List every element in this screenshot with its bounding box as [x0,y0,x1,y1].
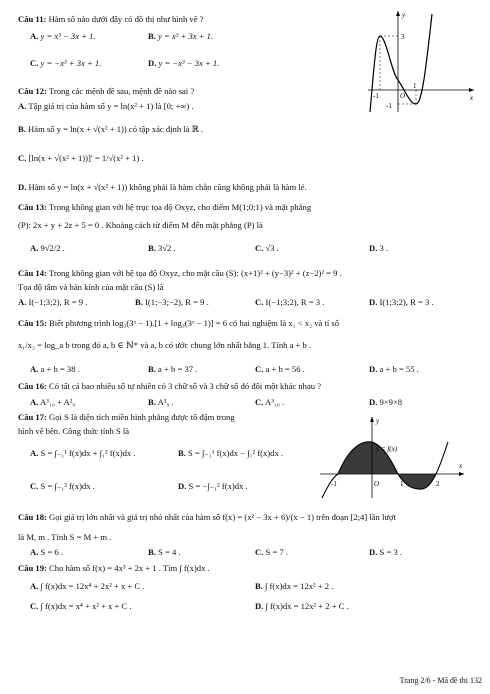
q13-option-a[interactable]: A. 9√2/2 . [30,243,65,253]
q12-prompt [18,86,194,97]
q11-graph [366,8,478,114]
q15-label: Câu 15: [18,318,47,328]
q15-option-b[interactable]: B. a + b = 37 . [148,364,198,374]
q17-option-a[interactable]: A. S = ∫₋₁¹ f(x)dx + ∫₁² f(x)dx . [30,448,136,458]
q11-tick-1: 1 [413,82,417,90]
q11-tick-neg1-y: -1 [386,102,392,110]
q11-x-label: x [470,94,474,102]
q18-prompt-2: là M, m . Tính S = M + m . [18,532,112,542]
q17-option-c[interactable]: C. S = ∫₋₁² f(x)dx . [30,481,95,491]
q19-option-b[interactable]: B. ∫ f(x)dx = 12x² + 2 . [255,581,334,591]
q11-option-a[interactable]: A. y = x³ − 3x + 1. [30,31,96,41]
q18-label: Câu 18: [18,512,47,522]
q14-label: Câu 14: [18,268,47,278]
q17-x-label: x [459,462,463,470]
q17-text: Gọi S là diện tích miền hình phẳng được tô đậm trong [49,412,235,422]
q14-option-d[interactable]: D. I(1;3;2), R = 3 . [369,297,434,307]
q11-option-d[interactable]: D. y = −x³ − 3x + 1. [148,58,220,68]
q16-label: Câu 16: [18,381,47,391]
q12-option-d[interactable]: D. Hàm số y = ln(x + √(x² + 1)) không phải là hàm chẵn cũng không phải là hàm lẻ. [18,182,307,192]
q12-option-b[interactable]: B. Hàm số y = ln(x + √(x² + 1)) có tập xác định là ℝ . [18,124,204,134]
q13-prompt [18,202,311,213]
q18-option-a[interactable]: A. S = 6 . [30,547,64,557]
q15-option-d[interactable]: D. a + b = 55 . [369,364,419,374]
q13-label: Câu 13: [18,202,47,212]
q19-label: Câu 19: [18,563,47,573]
q17-option-d[interactable]: D. S = −∫₋₁² f(x)dx . [178,481,248,491]
q19-option-d[interactable]: D. ∫ f(x)dx = 12x² + 2 + C . [255,601,349,611]
q13-option-c[interactable]: C. √3 . [255,243,279,253]
q17-tick-o: O [374,480,380,488]
q17-prompt-2: hình vẽ bên. Công thức tính S là [18,426,130,436]
q16-prompt [18,381,321,392]
page-footer: Trang 2/6 - Mã đề thi 132 [399,676,482,685]
q11-text: Hàm số nào dưới đây có đồ thị như hình vẽ ? [48,14,204,24]
q12-option-c[interactable]: C. [ln(x + √(x² + 1))]′ = 1/√(x² + 1) . [18,153,144,163]
q15-prompt-2: x₁/x₂ = log_a b trong đó a, b ∈ ℕ* và a, b có ước chung lớn nhất bằng 1. Tính a + b . [18,340,312,350]
q11-label: Câu 11: [18,14,47,24]
q15-option-c[interactable]: C. a + b = 56 . [255,364,305,374]
q14-option-c[interactable]: C. I(−1;3;2), R = 3 . [255,297,325,307]
q17-tick-2: 2 [436,480,440,488]
q11-option-c[interactable]: C. y = −x³ + 3x + 1. [30,58,102,68]
q15-text: Biết phương trình log₃(3ˣ − 1).[1 + log₃(3ˣ − 1)] = 6 có hai nghiệm là x₁ < x₂ và tỉ số [49,318,340,328]
q14-option-a[interactable]: A. I(−1;3;2), R = 9 . [18,297,88,307]
q12-option-a[interactable]: A. Tập giá trị của hàm số y = ln(x² + 1) là [0; +∞) . [18,101,194,111]
q17-graph [318,414,468,500]
q18-option-c[interactable]: C. S = 7 . [255,547,289,557]
q16-option-b[interactable]: B. A³₉ . [148,397,174,407]
q19-text: Cho hàm số f(x) = 4x³ + 2x + 1 . Tìm ∫ f(x)dx . [49,563,210,573]
q17-label: Câu 17: [18,412,47,422]
q11-prompt [18,14,204,25]
q15-option-a[interactable]: A. a + b = 38 . [30,364,80,374]
q11-y-label: y [402,11,406,19]
q17-y-label: y [376,417,380,425]
q12-text: Trong các mệnh đề sau, mệnh đề nào sai ? [48,86,195,96]
q14-option-b[interactable]: B. I(1;−3;−2), R = 9 . [135,297,209,307]
q17-curve-label: y = f(x) [376,445,398,453]
q19-option-a[interactable]: A. ∫ f(x)dx = 12x⁴ + 2x² + x + C . [30,581,145,591]
q16-option-a[interactable]: A. A³₁₀ + A²₉ [30,397,76,407]
q17-prompt [18,412,235,423]
q18-prompt [18,512,396,523]
q19-option-c[interactable]: C. ∫ f(x)dx = x⁴ + x² + x + C . [30,601,132,611]
q17-option-b[interactable]: B. S = ∫₋₁¹ f(x)dx − ∫₁² f(x)dx . [178,448,284,458]
q16-text: Có tất cả bao nhiêu số tự nhiên có 3 chữ số và 3 chữ số đó đôi một khác nhau ? [49,381,322,391]
q17-tick-neg1: -1 [331,480,337,488]
q11-tick-3: 3 [401,33,405,41]
q16-option-d[interactable]: D. 9×9×8 [369,397,403,407]
q16-option-c[interactable]: C. A³₁₀ . [255,397,285,407]
q15-prompt [18,318,339,329]
q18-option-d[interactable]: D. S = 3 . [369,547,403,557]
q11-tick-o: O [400,92,406,100]
q13-prompt-2: (P): 2x + y + 2z + 5 = 0 . Khoảng cách từ điểm M đến mặt phẳng (P) là [18,220,263,230]
q13-option-d[interactable]: D. 3 . [369,243,389,253]
q17-tick-1: 1 [400,480,404,488]
q11-option-b[interactable]: B. y = x³ + 3x + 1. [148,31,214,41]
q11-tick-neg1: -1 [373,92,379,100]
q18-option-b[interactable]: B. S = 4 . [148,547,181,557]
q18-text: Gọi giá trị lớn nhất và giá trị nhỏ nhất của hàm số f(x) = (x² − 3x + 6)/(x − 1) trên đoạn [2;4] lần lượt [49,512,396,522]
q13-option-b[interactable]: B. 3√2 . [148,243,176,253]
q14-text: Trong không gian với hệ tọa độ Oxyz, cho mặt cầu (S): (x+1)² + (y−3)² + (z−2)² = 9 . [48,268,342,278]
q19-prompt [18,563,210,574]
q14-prompt [18,268,342,279]
q13-text: Trong không gian với hệ trục tọa độ Oxyz, cho điểm M(1;0;1) và mặt phẳng [48,202,312,212]
q14-prompt-2: Tọa độ tâm và bán kính của mặt cầu (S) là [18,282,164,292]
q12-label: Câu 12: [18,86,47,96]
